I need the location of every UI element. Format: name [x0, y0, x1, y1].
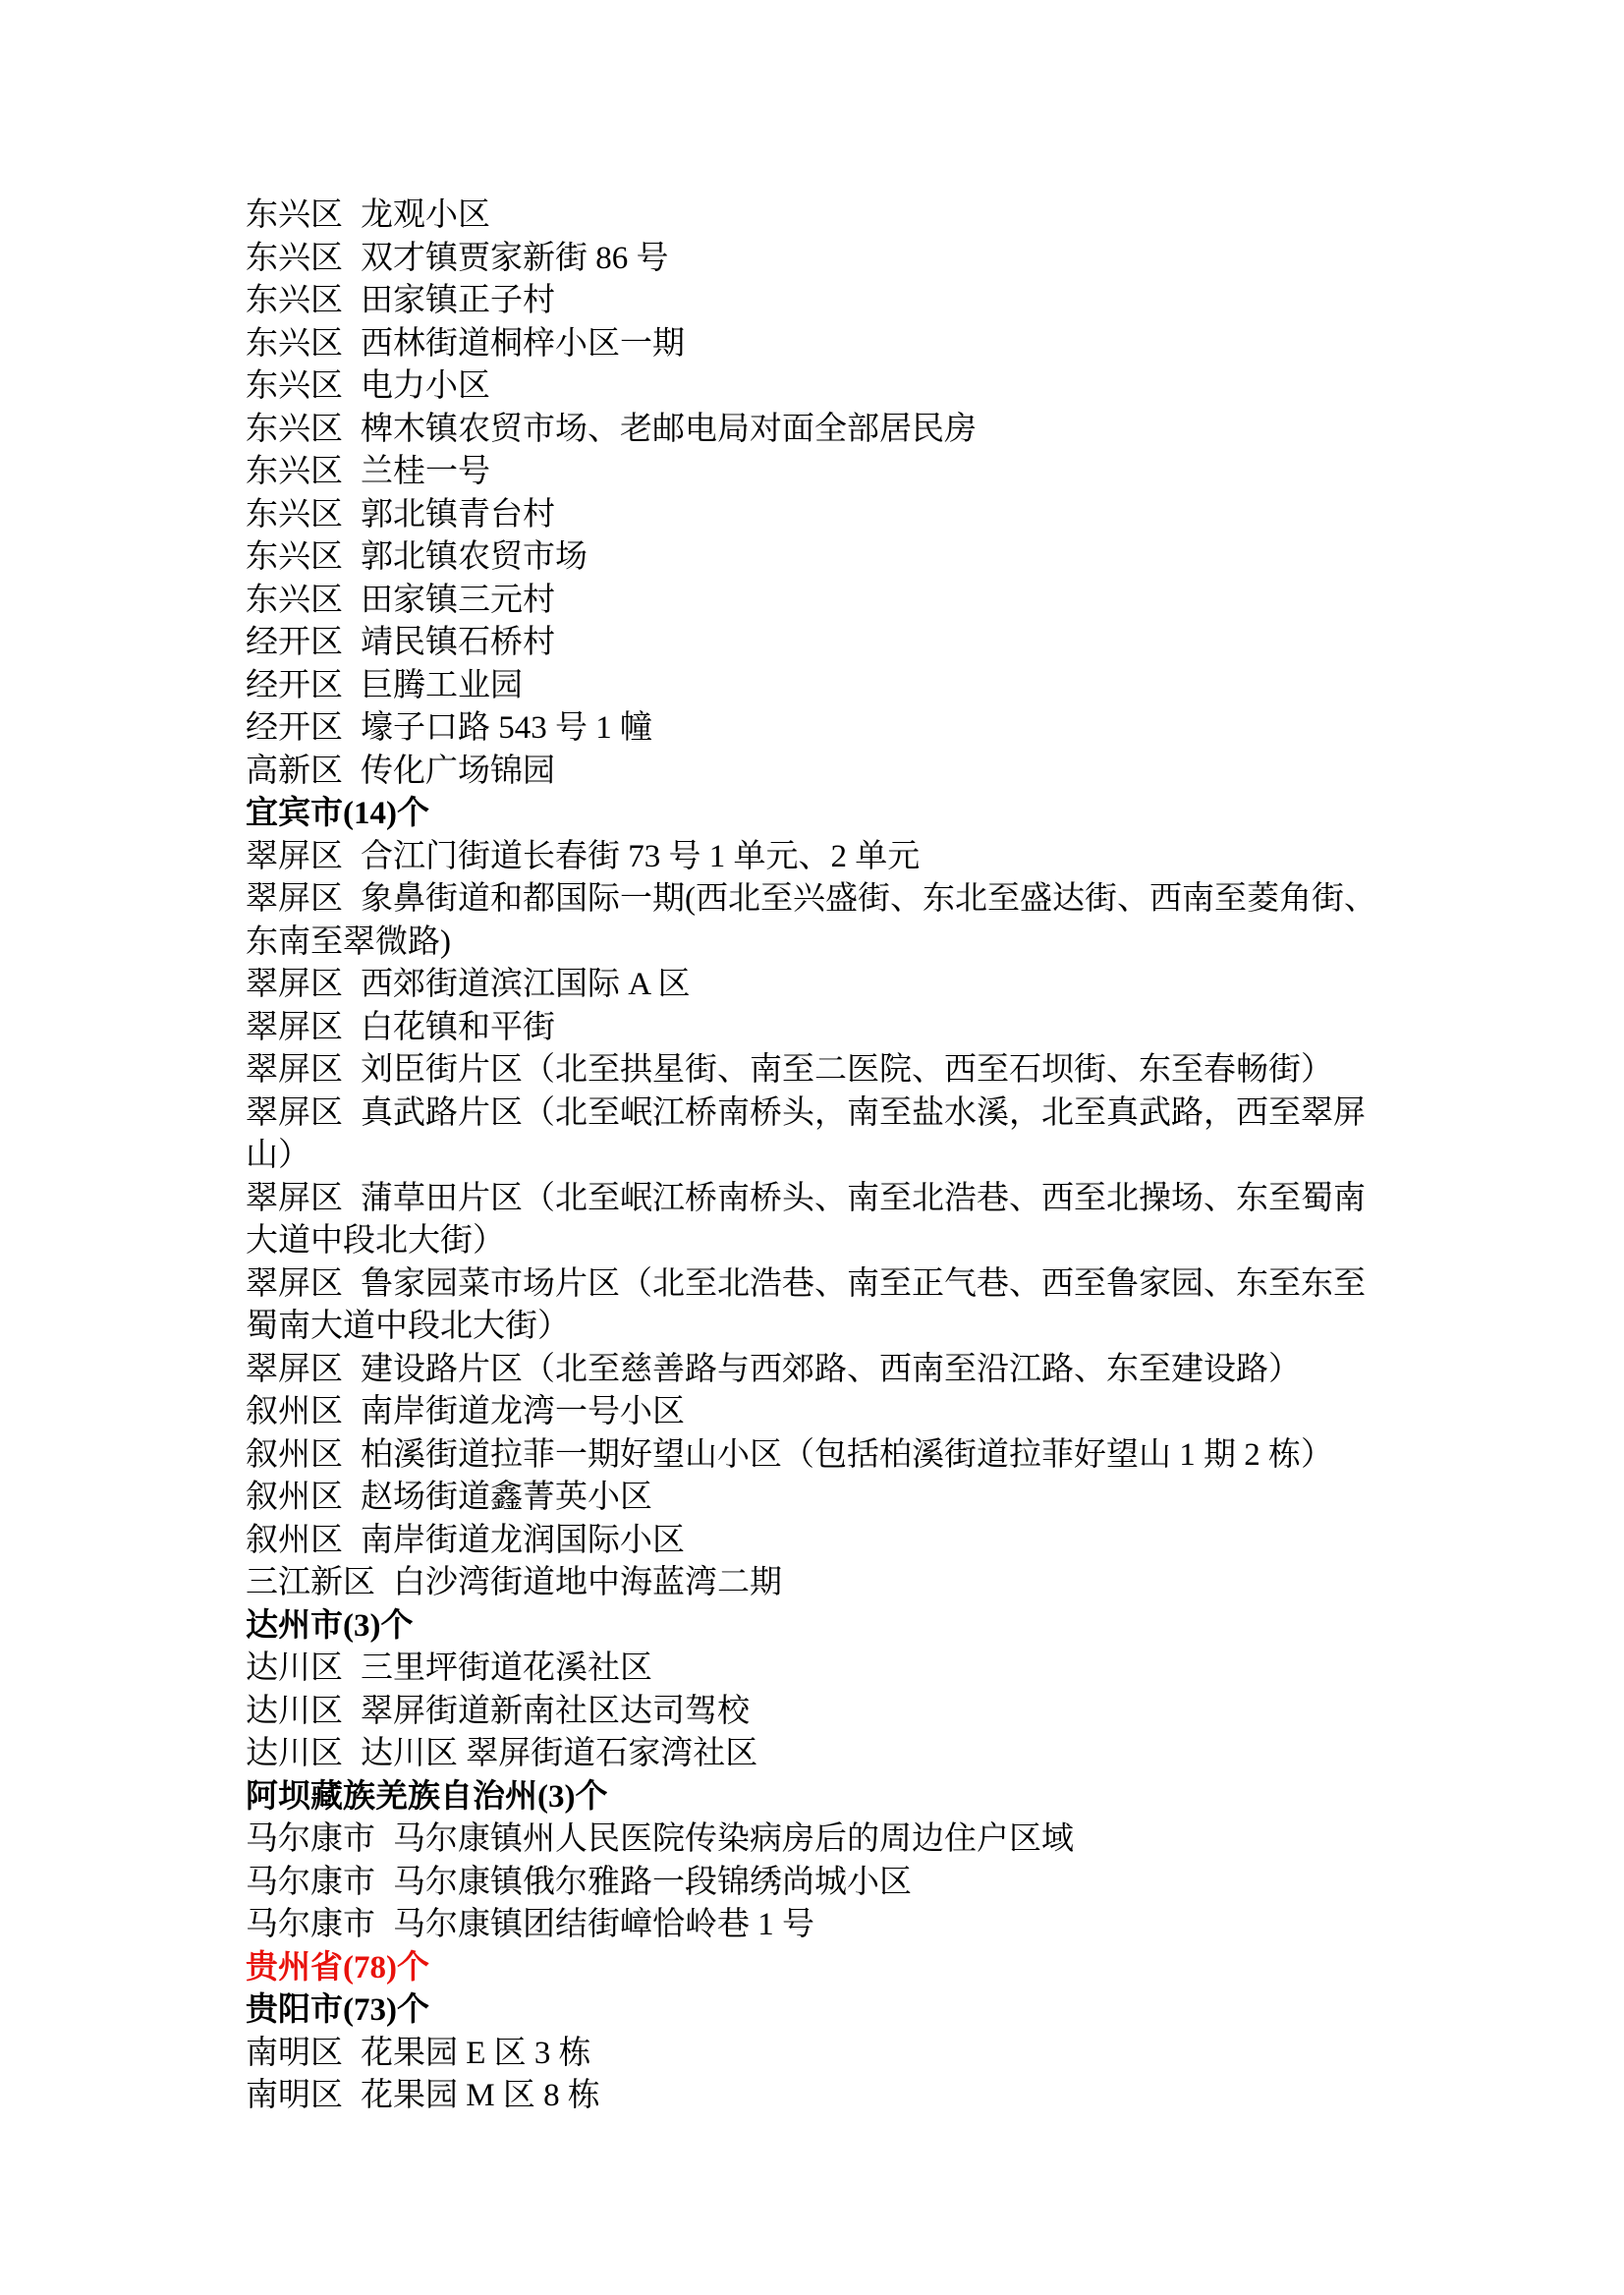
district-label: 东兴区 — [246, 283, 343, 318]
address-entry — [246, 365, 1380, 409]
address-entry — [246, 622, 1380, 665]
address-text: 花果园 E 区 3 栋 — [361, 2035, 591, 2071]
address-entry — [246, 536, 1380, 580]
district-label: 经开区 — [246, 667, 343, 703]
address-text: 合江门街道长春街 73 号 1 单元、2 单元 — [361, 838, 921, 874]
district-label: 马尔康市 — [246, 1864, 375, 1900]
district-label: 马尔康市 — [246, 1821, 375, 1857]
district-label: 东兴区 — [246, 411, 343, 447]
address-entry — [246, 1434, 1380, 1478]
address-entry — [246, 1691, 1380, 1734]
address-text: 西林街道桐梓小区一期 — [361, 325, 685, 362]
district-label: 东兴区 — [246, 454, 343, 489]
address-entry — [246, 2033, 1380, 2076]
district-label: 东兴区 — [246, 368, 343, 404]
address-text: 赵场街道鑫菁英小区 — [361, 1480, 652, 1515]
district-label: 达川区 — [246, 1693, 343, 1729]
district-label: 翠屏区 — [246, 1094, 343, 1131]
district-label: 东兴区 — [246, 240, 343, 276]
district-label: 叙州区 — [246, 1522, 343, 1558]
address-entry — [246, 1263, 1380, 1349]
district-label: 经开区 — [246, 625, 343, 660]
address-text: 白花镇和平街 — [361, 1009, 555, 1045]
address-text: 田家镇正子村 — [361, 283, 555, 318]
address-entry — [246, 751, 1380, 794]
district-label: 叙州区 — [246, 1436, 343, 1473]
address-entry — [246, 1007, 1380, 1050]
district-label: 东兴区 — [246, 582, 343, 618]
address-entry — [246, 836, 1380, 879]
district-label: 达川区 — [246, 1736, 343, 1771]
district-label: 翠屏区 — [246, 1351, 343, 1387]
district-label: 南明区 — [246, 2078, 343, 2113]
address-entry — [246, 665, 1380, 708]
address-text: 马尔康镇俄尔雅路一段锦绣尚城小区 — [393, 1864, 912, 1900]
address-entry — [246, 1391, 1380, 1434]
district-label: 东兴区 — [246, 325, 343, 362]
address-entry — [246, 707, 1380, 751]
address-entry — [246, 964, 1380, 1007]
district-label: 达川区 — [246, 1651, 343, 1686]
address-entry — [246, 1862, 1380, 1905]
district-label: 东兴区 — [246, 496, 343, 532]
address-entry — [246, 1477, 1380, 1520]
address-text: 真武路片区（北至岷江桥南桥头，南至盐水溪，北至真武路，西至翠屏山） — [246, 1094, 1366, 1173]
address-text: 柏溪街道拉菲一期好望山小区（包括柏溪街道拉菲好望山 1 期 2 栋） — [361, 1436, 1333, 1473]
address-text: 南岸街道龙湾一号小区 — [361, 1394, 685, 1429]
address-text: 双才镇贾家新街 86 号 — [361, 240, 669, 276]
address-text: 马尔康镇州人民医院传染病房后的周边住户区域 — [393, 1821, 1074, 1857]
address-entry — [246, 409, 1380, 452]
address-entry — [246, 1819, 1380, 1862]
city-header: 贵阳市(73)个 — [246, 1992, 429, 2028]
address-text: 龙观小区 — [361, 197, 490, 233]
address-text: 刘臣街片区（北至拱星街、南至二医院、西至石坝街、东至春畅街） — [361, 1052, 1333, 1088]
address-entry — [246, 1092, 1380, 1178]
district-label: 翠屏区 — [246, 881, 343, 917]
city-header: 宜宾市(14)个 — [246, 796, 429, 831]
address-entry — [246, 2075, 1380, 2118]
address-text: 田家镇三元村 — [361, 582, 555, 618]
address-entry — [246, 494, 1380, 537]
address-entry — [246, 238, 1380, 281]
district-label: 翠屏区 — [246, 1265, 343, 1302]
address-entry — [246, 580, 1380, 623]
address-text: 巨腾工业园 — [361, 667, 523, 703]
address-entry — [246, 323, 1380, 366]
address-text: 电力小区 — [361, 368, 490, 404]
address-text: 蒲草田片区（北至岷江桥南桥头、南至北浩巷、西至北操场、东至蜀南大道中段北大街） — [246, 1180, 1366, 1259]
address-text: 象鼻街道和都国际一期(西北至兴盛街、东北至盛达街、西南至菱角街、东南至翠微路) — [246, 881, 1376, 960]
address-entry — [246, 1562, 1380, 1605]
address-entry — [246, 1049, 1380, 1092]
district-label: 翠屏区 — [246, 1180, 343, 1216]
district-label: 东兴区 — [246, 197, 343, 233]
address-entry — [246, 1520, 1380, 1563]
address-entry — [246, 1733, 1380, 1776]
address-text: 壕子口路 543 号 1 幢 — [361, 710, 652, 746]
district-label: 翠屏区 — [246, 1009, 343, 1045]
city-header: 阿坝藏族羌族自治州(3)个 — [246, 1778, 608, 1815]
address-entry — [246, 1904, 1380, 1947]
district-label: 高新区 — [246, 753, 343, 789]
address-text: 白沙湾街道地中海蓝湾二期 — [393, 1565, 782, 1600]
document-body — [246, 195, 1380, 2118]
district-label: 翠屏区 — [246, 1052, 343, 1088]
address-text: 翠屏街道新南社区达司驾校 — [361, 1693, 750, 1729]
address-text: 达川区 翠屏街道石家湾社区 — [361, 1736, 758, 1771]
district-label: 翠屏区 — [246, 967, 343, 1002]
address-text: 郭北镇青台村 — [361, 496, 555, 532]
address-text: 三里坪街道花溪社区 — [361, 1651, 652, 1686]
district-label: 南明区 — [246, 2035, 343, 2071]
address-entry — [246, 280, 1380, 323]
address-text: 郭北镇农贸市场 — [361, 539, 588, 575]
district-label: 马尔康市 — [246, 1907, 375, 1942]
address-entry — [246, 195, 1380, 238]
city-header: 达州市(3)个 — [246, 1607, 414, 1644]
address-text: 鲁家园菜市场片区（北至北浩巷、南至正气巷、西至鲁家园、东至东至蜀南大道中段北大街） — [246, 1265, 1366, 1344]
district-label: 叙州区 — [246, 1394, 343, 1429]
district-label: 东兴区 — [246, 539, 343, 575]
address-text: 花果园 M 区 8 栋 — [361, 2078, 600, 2113]
address-entry — [246, 1178, 1380, 1263]
district-label: 三江新区 — [246, 1565, 375, 1600]
address-text: 靖民镇石桥村 — [361, 625, 555, 660]
address-text: 马尔康镇团结街嶂恰岭巷 1 号 — [393, 1907, 814, 1942]
address-entry — [246, 451, 1380, 494]
address-text: 南岸街道龙润国际小区 — [361, 1522, 685, 1558]
address-text: 传化广场锦园 — [361, 753, 555, 789]
province-header: 贵州省(78)个 — [246, 1949, 429, 1986]
district-label: 经开区 — [246, 710, 343, 746]
address-text: 兰桂一号 — [361, 454, 490, 489]
address-entry — [246, 878, 1380, 964]
address-text: 建设路片区（北至慈善路与西郊路、西南至沿江路、东至建设路） — [361, 1351, 1301, 1387]
district-label: 叙州区 — [246, 1480, 343, 1515]
district-label: 翠屏区 — [246, 838, 343, 874]
address-text: 椑木镇农贸市场、老邮电局对面全部居民房 — [361, 411, 977, 447]
address-entry — [246, 1648, 1380, 1691]
address-entry — [246, 1349, 1380, 1392]
address-text: 西郊街道滨江国际 A 区 — [361, 967, 691, 1002]
